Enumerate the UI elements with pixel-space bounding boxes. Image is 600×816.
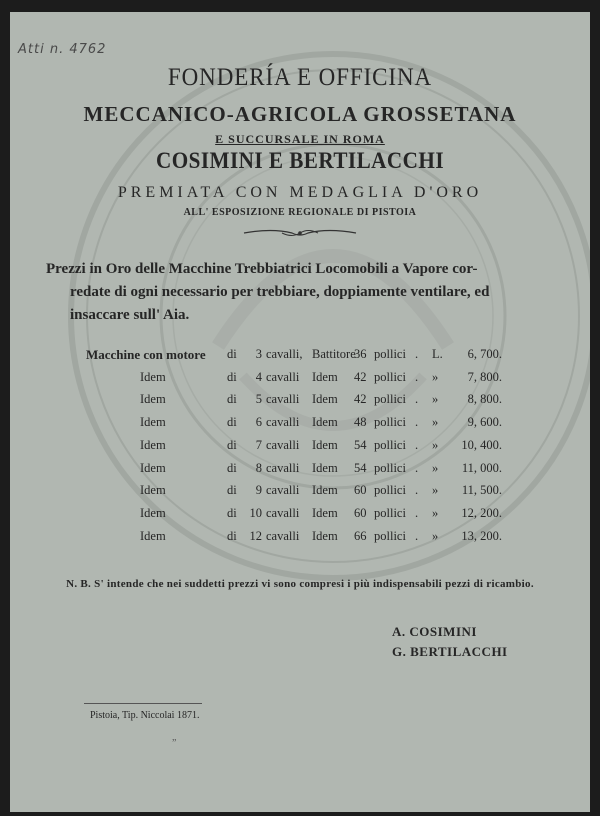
price-cell-inches: 54	[354, 460, 367, 475]
printer-rule	[84, 703, 202, 704]
price-cell-cavalli: cavalli	[266, 483, 300, 498]
price-cell-dot: .	[415, 528, 419, 543]
price-cell-pollici: pollici	[374, 347, 406, 361]
price-cell-name: Idem	[140, 415, 166, 430]
price-cell-cavalli: cavalli	[266, 437, 300, 452]
header-workshop: MECCANICO-AGRICOLA GROSSETANA	[83, 102, 517, 126]
price-cell-currency: »	[432, 415, 439, 430]
price-cell-num: 3	[255, 347, 262, 361]
price-cell-dot: .	[415, 483, 419, 498]
price-cell-dot: .	[415, 505, 419, 520]
document-page	[10, 12, 590, 812]
price-cell-currency: »	[432, 528, 439, 543]
intro-paragraph	[46, 258, 566, 327]
price-cell-name: Idem	[140, 528, 166, 543]
intro-line-1: Prezzi in Oro delle Macchine Trebbiatrici Locomobili a Vapore cor-	[46, 261, 478, 277]
price-cell-dot: .	[415, 460, 419, 475]
price-cell-battitore: Idem	[312, 528, 338, 543]
price-cell-name: Idem	[140, 483, 166, 498]
header-award: PREMIATA CON MEDAGLIA D'ORO	[117, 184, 483, 201]
price-cell-dot: .	[415, 437, 419, 452]
price-cell-num: 8	[255, 460, 262, 475]
price-cell-price: 8, 800.	[467, 392, 502, 407]
price-cell-price: 11, 500.	[461, 483, 502, 498]
price-cell-di: di	[227, 505, 237, 520]
price-cell-cavalli: cavalli	[266, 460, 300, 475]
price-cell-currency: »	[432, 483, 439, 498]
price-cell-num: 5	[255, 392, 262, 407]
price-cell-pollici: pollici	[374, 505, 406, 520]
price-cell-num: 4	[255, 369, 262, 384]
price-cell-inches: 60	[354, 505, 367, 520]
price-cell-name: Idem	[140, 392, 166, 407]
price-cell-battitore: Idem	[312, 415, 338, 430]
price-cell-inches: 48	[354, 415, 367, 430]
price-cell-name: Idem	[140, 460, 166, 475]
price-cell-inches: 60	[354, 483, 367, 498]
ornament-divider-icon	[242, 226, 358, 240]
intro-line-3: insaccare sull' Aia.	[70, 307, 190, 323]
price-cell-num: 9	[255, 483, 262, 498]
price-cell-price: 7, 800.	[467, 369, 502, 384]
note-bene: N. B. S' intende che nei suddetti prezzi vi sono compresi i più indispensabili pezzi di ricambio.	[66, 578, 534, 590]
signature-bertilacchi: G. BERTILACCHI	[392, 644, 508, 659]
price-cell-pollici: pollici	[374, 415, 406, 430]
price-cell-inches: 54	[354, 437, 367, 452]
footer-mark: „	[172, 732, 177, 743]
price-cell-dot: .	[415, 369, 419, 384]
header-company: COSIMINI E BERTILACCHI	[155, 148, 445, 173]
price-cell-currency: L.	[432, 347, 443, 361]
intro-line-2: redate di ogni necessario per trebbiare, doppiamente ventilare, ed	[70, 284, 490, 300]
price-cell-di: di	[227, 392, 237, 407]
price-cell-dot: .	[415, 415, 419, 430]
price-cell-num: 12	[249, 528, 262, 543]
price-cell-di: di	[227, 415, 237, 430]
price-cell-cavalli: cavalli	[266, 369, 300, 384]
header-foundry: FONDERÍA E OFFICINA	[167, 64, 433, 91]
price-cell-battitore: Idem	[312, 437, 338, 452]
price-cell-num: 10	[249, 505, 262, 520]
price-cell-pollici: pollici	[374, 369, 406, 384]
price-cell-battitore: Idem	[312, 369, 338, 384]
price-cell-battitore: Idem	[312, 505, 338, 520]
price-cell-pollici: pollici	[374, 483, 406, 498]
price-cell-di: di	[227, 460, 237, 475]
price-cell-cavalli: cavalli	[266, 415, 300, 430]
price-cell-name: Idem	[140, 437, 166, 452]
price-cell-num: 6	[255, 415, 262, 430]
price-cell-cavalli: cavalli	[266, 392, 300, 407]
price-cell-di: di	[227, 483, 237, 498]
price-cell-dot: .	[415, 347, 419, 361]
price-cell-battitore: Idem	[312, 483, 338, 498]
price-cell-currency: »	[432, 392, 439, 407]
price-cell-pollici: pollici	[374, 528, 406, 543]
price-cell-currency: »	[432, 369, 439, 384]
price-cell-currency: »	[432, 505, 439, 520]
price-cell-name: Idem	[140, 505, 166, 520]
printer-imprint: Pistoia, Tip. Niccolai 1871.	[90, 710, 200, 721]
price-cell-di: di	[227, 437, 237, 452]
price-cell-currency: »	[432, 437, 439, 452]
price-cell-pollici: pollici	[374, 460, 406, 475]
price-cell-inches: 66	[354, 528, 367, 543]
header-exhibition: ALL' ESPOSIZIONE REGIONALE DI PISTOIA	[183, 207, 417, 218]
price-cell-name: Macchine con motore	[86, 347, 206, 362]
price-cell-num: 7	[255, 437, 262, 452]
price-cell-di: di	[227, 347, 237, 361]
price-cell-cavalli: cavalli	[266, 505, 300, 520]
price-cell-name: Idem	[140, 369, 166, 384]
price-cell-battitore: Idem	[312, 392, 338, 407]
price-cell-dot: .	[415, 392, 419, 407]
price-cell-pollici: pollici	[374, 437, 406, 452]
price-cell-cavalli: cavalli,	[266, 347, 303, 361]
inventory-number: Atti n. 4762	[18, 42, 107, 57]
price-cell-di: di	[227, 369, 237, 384]
price-cell-price: 9, 600.	[467, 415, 502, 430]
price-cell-di: di	[227, 528, 237, 543]
price-cell-price: 6, 700.	[467, 347, 502, 361]
price-cell-pollici: pollici	[374, 392, 406, 407]
price-cell-currency: »	[432, 460, 439, 475]
header-branch: E SUCCURSALE IN ROMA	[215, 132, 385, 146]
signature-cosimini: A. COSIMINI	[392, 624, 477, 639]
price-cell-battitore: Idem	[312, 460, 338, 475]
price-cell-inches: 42	[354, 369, 367, 384]
price-cell-price: 13, 200.	[461, 528, 502, 543]
price-cell-price: 12, 200.	[461, 505, 502, 520]
price-cell-inches: 42	[354, 392, 367, 407]
price-cell-battitore: Battitore	[312, 347, 356, 361]
price-cell-price: 11, 000.	[461, 460, 502, 475]
price-cell-cavalli: cavalli	[266, 528, 300, 543]
price-cell-price: 10, 400.	[461, 437, 502, 452]
price-cell-inches: 36	[354, 347, 367, 361]
